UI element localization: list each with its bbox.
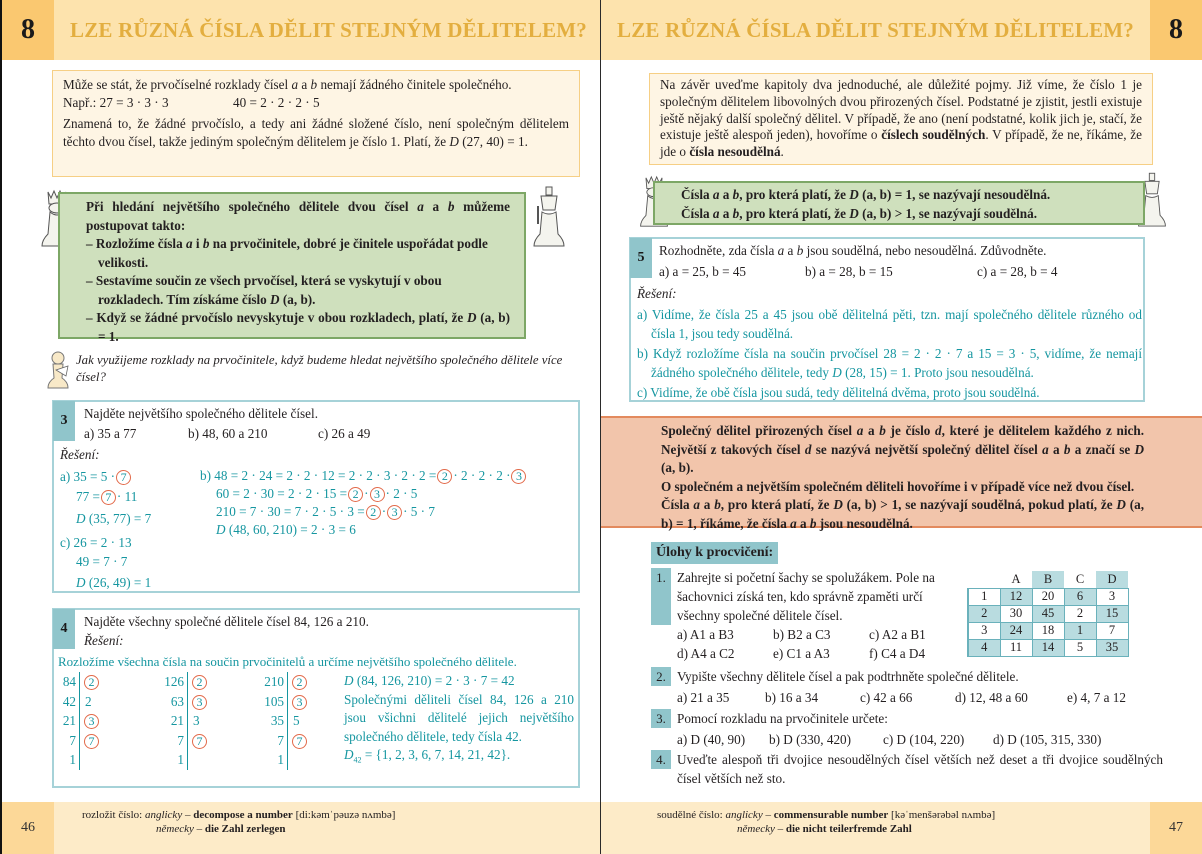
circled-factor: 7 xyxy=(116,470,131,485)
board-column-header: B xyxy=(1032,571,1064,588)
board-cell[interactable]: 1 xyxy=(1064,622,1096,639)
board-cell[interactable]: 18 xyxy=(1032,622,1064,639)
factorization-row xyxy=(158,692,208,712)
board-cell[interactable]: 5 xyxy=(1064,639,1096,656)
factorization-row xyxy=(258,672,308,692)
quotient: 42 xyxy=(58,692,80,712)
prime-factor xyxy=(288,672,308,692)
board-column-header: C xyxy=(1064,571,1096,588)
factorization-row xyxy=(158,750,208,770)
factorization-row xyxy=(258,750,308,770)
factor: 3 xyxy=(193,713,200,728)
factorization-row xyxy=(158,711,208,731)
quotient: 1 xyxy=(158,750,188,770)
prime-factor xyxy=(188,711,200,731)
intro-box xyxy=(52,70,580,177)
definition-commensurable: Čísla a a b, pro která platí, že D (a, b) > 1, se nazývají soudělná. xyxy=(681,206,1038,221)
board-row-header: 2 xyxy=(968,605,1000,622)
prime-factor xyxy=(80,692,92,712)
exercise-number: 4 xyxy=(53,609,75,649)
quotient: 7 xyxy=(58,731,80,751)
quotient: 105 xyxy=(258,692,288,712)
page-footer xyxy=(2,802,600,854)
prime-factor xyxy=(188,731,208,751)
circled-factor: 2 xyxy=(292,675,307,690)
board-row xyxy=(968,622,1128,639)
board-cell[interactable]: 11 xyxy=(1000,639,1032,656)
factorization-column xyxy=(258,672,308,770)
prime-factor xyxy=(288,711,300,731)
prime-factor xyxy=(188,750,193,770)
quotient: 1 xyxy=(258,750,288,770)
chapter-title: LZE RŮZNÁ ČÍSLA DĚLIT STEJNÝM DĚLITELEM? xyxy=(617,18,1134,42)
board-cell[interactable]: 6 xyxy=(1064,588,1096,605)
chapter-title: LZE RŮZNÁ ČÍSLA DĚLIT STEJNÝM DĚLITELEM? xyxy=(70,18,587,42)
factorization-row xyxy=(58,750,100,770)
board-row xyxy=(968,605,1128,622)
factorization-column xyxy=(58,672,100,770)
solution-text: a) Vidíme, že čísla 25 a 45 jsou obě dělitelná pěti, tzn. mají společného dělitele různého od čísla 1, jsou tedy soudělná. b) Když rozložíme čísla na součin prvočísel 28 = 2 · 2 · 7 a 15 = 3 · 5, vidíme, že nemají žádného společného dělitele, tedy D (28, 15) = 1. Proto jsou nesoudělná. c) Vidíme, že obě čísla jsou sudá, tedy dělitelná dvěma, proto jsou soudělná. xyxy=(637,307,1142,400)
task-1-options: a) A1 a B3 b) B2 a C3 c) A2 a B1 d) A4 a C2 e) C1 a A3 f) C4 a D4 xyxy=(677,627,926,661)
solution-c: c) 26 = 2 · 13 49 = 7 · 7 D (26, 49) = 1 xyxy=(60,535,152,590)
practice-heading: Úlohy k procvičení: xyxy=(651,542,778,564)
solution-label: Řešení: xyxy=(60,447,100,462)
board-cell[interactable]: 12 xyxy=(1000,588,1032,605)
quotient: 35 xyxy=(258,711,288,731)
intro-example: Např.: 27 = 3 · 3 · 3 40 = 2 · 2 · 2 · 5 xyxy=(63,95,320,110)
prime-factor xyxy=(80,672,100,692)
factorization-row xyxy=(58,731,100,751)
board-row-header: 1 xyxy=(968,588,1000,605)
board-row-header: 4 xyxy=(968,639,1000,656)
circled-factor: 2 xyxy=(84,675,99,690)
circled-factor: 3 xyxy=(192,695,207,710)
glossary: rozložit číslo: anglicky – decompose a number [di:kəmˈpəuzə nʌmbə] německy – die Zahl zerlegen xyxy=(82,809,396,835)
exercise-3-options: a) 35 a 77 b) 48, 60 a 210 c) 26 a 49 xyxy=(84,426,371,441)
board-cell[interactable]: 2 xyxy=(1064,605,1096,622)
gcd-definition-box: Společný dělitel přirozených čísel a a b je číslo d, které je dělitelem každého z nich. Největší z takových čísel d se nazývá největší společný dělitel čísel a a b a značí se D (a, b). O společném a největším společném děliteli hovoříme i v případě více než dvou čísel. Čísla a a b, pro která platí, že D (a, b) > 1, se nazývají soudělná, pokud platí, že D (a, b) = 1, říkáme, že čísla a a b jsou nesoudělná. xyxy=(601,416,1202,528)
circled-factor: 7 xyxy=(192,734,207,749)
board-row xyxy=(968,588,1128,605)
factor: 2 xyxy=(85,693,92,709)
exercise-3 xyxy=(52,400,580,593)
task-3-options: a) D (40, 90) b) D (330, 420) c) D (104, 220) d) D (105, 315, 330) xyxy=(677,732,1102,747)
exercise-3-task: Najděte největšího společného dělitele čísel. xyxy=(84,406,318,421)
circled-factor: 3 xyxy=(292,695,307,710)
board-column-header: A xyxy=(1000,571,1032,588)
prime-factor xyxy=(188,692,208,712)
chess-pawn-icon xyxy=(46,350,70,390)
prime-factor xyxy=(288,731,308,751)
chapter-number: 8 xyxy=(2,0,54,60)
rule-intro: Při hledání největšího společného dělitele dvou čísel a a b můžeme postupovat takto: xyxy=(86,199,511,233)
quotient: 7 xyxy=(258,731,288,751)
chapter-header xyxy=(2,0,600,60)
task-number: 1. xyxy=(651,568,671,625)
board-corner xyxy=(968,571,1000,588)
board-cell[interactable]: 24 xyxy=(1000,622,1032,639)
board-row-header: 3 xyxy=(968,622,1000,639)
exercise-5-options: a) a = 25, b = 45 b) a = 28, b = 15 c) a = 28, b = 4 xyxy=(659,264,1058,279)
definition-box xyxy=(653,181,1145,225)
board-cell[interactable]: 45 xyxy=(1032,605,1064,622)
intro-paragraph: Znamená to, že žádné prvočíslo, a tedy ani žádné složené číslo, není společným dělitelem těchto dvou čísel, takže jediným společným dělitelem je číslo 1. Platí, že D (27, 40) = 1. xyxy=(63,116,569,149)
board-cell[interactable]: 7 xyxy=(1096,622,1128,639)
solution-label: Řešení: xyxy=(637,286,677,301)
circled-factor: 7 xyxy=(292,734,307,749)
solution-a: a) 35 = 5 · 7 77 = 7 · 11 D (35, 77) = 7 xyxy=(60,469,152,526)
exercise-4-task: Najděte všechny společné dělitele čísel 84, 126 a 210. xyxy=(84,614,369,629)
prime-factor xyxy=(288,692,308,712)
board-cell[interactable]: 35 xyxy=(1096,639,1128,656)
solution-conclusion: D (84, 126, 210) = 2 · 3 · 7 = 42 Společnými děliteli čísel 84, 126 a 210 jsou všichni dělitelé jejich největšího společného dělitele, tedy čísla 42. $D_{42} = \{1$, 2, 3, 6, 7, 14, 21, 42}. xyxy=(344,673,574,765)
task-2: 2. Vypište všechny dělitele čísel a pak podtrhněte společné dělitele. a) 21 a 35 b) 16 a 34 c) 42 a 66 d) 12, 48 a 60 e) 4, 7 a 12 xyxy=(651,667,1163,707)
page-right xyxy=(601,0,1202,854)
rule-step-3: – Když se žádné prvočíslo nevyskytuje v obou rozkladech, platí, že D (a, b) = 1. xyxy=(86,310,510,344)
page-number: 47 xyxy=(1150,802,1202,854)
circled-factor: 7 xyxy=(84,734,99,749)
board-cell[interactable]: 30 xyxy=(1000,605,1032,622)
quotient: 7 xyxy=(158,731,188,751)
rule-step-1: – Rozložíme čísla a i b na prvočinitele, dobré je činitele uspořádat podle velikosti. xyxy=(86,236,488,270)
task-2-options: a) 21 a 35 b) 16 a 34 c) 42 a 66 d) 12, 48 a 60 e) 4, 7 a 12 xyxy=(677,690,1126,705)
exercise-number: 3 xyxy=(53,401,75,441)
quotient: 210 xyxy=(258,672,288,692)
task-number: 4. xyxy=(651,750,671,769)
board-cell[interactable]: 20 xyxy=(1032,588,1064,605)
board-cell[interactable]: 14 xyxy=(1032,639,1064,656)
rule-step-2: – Sestavíme součin ze všech prvočísel, která se vyskytují v obou rozkladech. Tím získáme číslo D (a, b). xyxy=(86,273,442,307)
exercise-4 xyxy=(52,608,580,788)
board-cell[interactable]: 3 xyxy=(1096,588,1128,605)
prime-factor xyxy=(80,731,100,751)
quotient: 21 xyxy=(58,711,80,731)
quotient: 1 xyxy=(58,750,80,770)
solution-b: b) 48 = 2 · 24 = 2 · 2 · 12 = 2 · 2 · 3 · 2 · 2 = 2 · 2 · 2 · 2 · 3 60 = 2 · 30 = 2 · 2 · 15 = 2 · 3 · 2 · 5 210 = 7 · 30 = 7 · 2 · 5 · 3 = 2 · 3 · 5 · 7 D (48, 60, 210) = 2 · 3 = 6 xyxy=(200,467,527,539)
prime-factor xyxy=(80,711,100,731)
page-left xyxy=(0,0,600,854)
exercise-5-task: Rozhodněte, zda čísla a a b jsou soudělná, nebo nesoudělná. Zdůvodněte. xyxy=(659,243,1047,258)
quotient: 126 xyxy=(158,672,188,692)
prime-factor xyxy=(80,750,85,770)
exercise-number: 5 xyxy=(630,238,652,278)
task-1: 1. Zahrejte si početní šachy se spolužákem. Pole na šachovnici získá ten, kdo správně zpaměti určí všechny společné dělitele čísel. a) A1 a B3 b) B2 a C3 c) A2 a B1 d) A4 a C2 e) C1 a A3 f) C4 a D4 xyxy=(651,568,951,663)
question-text: Jak využijeme rozklady na prvočinitele, když budeme hledat největšího společného dělitele více čísel? xyxy=(76,353,563,384)
chess-king-icon xyxy=(530,186,568,250)
circled-factor: 2 xyxy=(192,675,207,690)
page-footer xyxy=(601,802,1202,854)
circled-factor: 7 xyxy=(101,490,116,505)
factorization-row xyxy=(58,711,100,731)
glossary: soudělné číslo: anglicky – commensurable number [kəˈmenšərəbəl nʌmbə] německy – die nicht teilerfremde Zahl xyxy=(657,809,996,835)
factor: 5 xyxy=(293,713,300,728)
factorization-row xyxy=(158,731,208,751)
factorization-row xyxy=(158,672,208,692)
factorization-column xyxy=(158,672,208,770)
factorization-row xyxy=(58,672,100,692)
rule-box xyxy=(58,192,526,344)
board-row xyxy=(968,639,1128,656)
chessboard-table xyxy=(967,571,1129,657)
intro-box: Na závěr uveďme kapitoly dva jednoduché, ale důležité pojmy. Již víme, že číslo 1 je společným dělitelem libovolných dvou přirozených čísel. Podstatné je zjistit, jestli existuje ještě nějaký další společný dělitel. V případě, že ano (není podstatné, kolik jich je, stačí, že existuje ještě alespoň jeden), hovoříme o číslech soudělných. V případě, že ne, říkáme, že jde o čísla nesoudělná. xyxy=(649,73,1153,165)
quotient: 84 xyxy=(58,672,80,692)
task-number: 2. xyxy=(651,667,671,686)
prime-factor xyxy=(288,750,293,770)
definition-coprime: Čísla a a b, pro která platí, že D (a, b) = 1, se nazývají nesoudělná. xyxy=(681,187,1051,202)
page-number: 46 xyxy=(2,802,54,854)
solution-explanation: Rozložíme všechna čísla na součin prvočinitelů a určíme největšího společného dělitele. xyxy=(58,654,517,669)
chapter-header xyxy=(601,0,1202,60)
factorization-row xyxy=(258,731,308,751)
factorization-row xyxy=(258,692,308,712)
board-column-header: D xyxy=(1096,571,1128,588)
chapter-number: 8 xyxy=(1150,0,1202,60)
prime-factor xyxy=(188,672,208,692)
factorization-row xyxy=(258,711,308,731)
task-4: 4. Uveďte alespoň tři dvojice nesoudělných čísel větších než deset a tři dvojice soudělných čísel větších než sto. xyxy=(651,750,1163,788)
circled-factor: 3 xyxy=(84,714,99,729)
board-header-row xyxy=(968,571,1128,588)
exercise-5 xyxy=(629,237,1145,402)
task-3: 3. Pomocí rozkladu na prvočinitele určete: a) D (40, 90) b) D (330, 420) c) D (104, 220) d) D (105, 315, 330) xyxy=(651,709,1163,749)
quotient: 63 xyxy=(158,692,188,712)
solution-label: Řešení: xyxy=(84,633,124,648)
board-cell[interactable]: 15 xyxy=(1096,605,1128,622)
intro-line-1: Může se stát, že prvočíselné rozklady čísel a a b nemají žádného činitele společného. xyxy=(63,77,512,92)
quotient: 21 xyxy=(158,711,188,731)
task-number: 3. xyxy=(651,709,671,728)
factorization-row xyxy=(58,692,100,712)
